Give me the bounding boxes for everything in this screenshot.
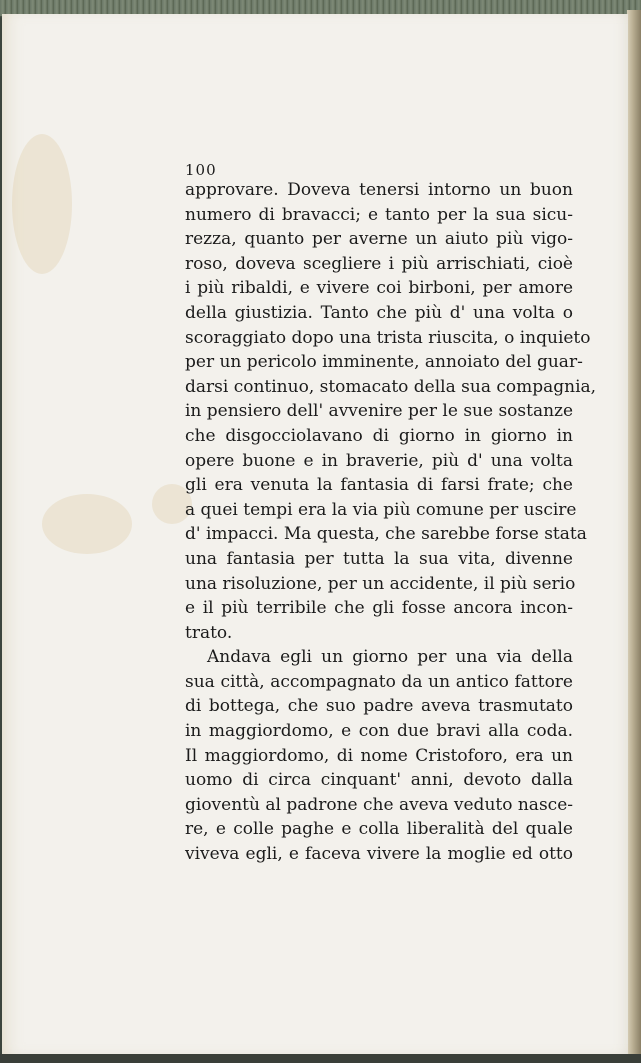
page-text-block: [185, 161, 597, 867]
text-line: in pensiero dell' avvenire per le sue sostanze: [185, 401, 574, 422]
text-line: una risoluzione, per un accidente, il più serio: [185, 573, 576, 594]
text-line: Andava egli un giorno per una via della: [207, 647, 573, 668]
text-line: gli era venuta la fantasia di farsi frate; che: [185, 475, 573, 496]
page-number: 100: [185, 161, 217, 179]
text-line: roso, doveva scegliere i più arrischiati, cioè: [185, 253, 573, 274]
text-line: della giustizia. Tanto che più d' una volta o: [185, 302, 573, 323]
text-line: re, e colle paghe e colla liberalità del quale: [185, 819, 573, 840]
text-line: a quei tempi era la via più comune per uscire: [185, 499, 577, 520]
text-line: che disgocciolavano di giorno in giorno in: [185, 425, 573, 446]
paper-stain: [12, 134, 72, 274]
text-line: approvare. Doveva tenersi intorno un buon: [185, 180, 573, 200]
paper-stain: [42, 494, 132, 554]
page-bottom-edge: [0, 1054, 641, 1063]
text-line: i più ribaldi, e vivere coi birboni, per amore: [185, 278, 573, 299]
text-line: numero di bravacci; e tanto per la sua sicu-: [185, 204, 573, 225]
page-fore-edge: [627, 10, 641, 1063]
text-line: rezza, quanto per averne un aiuto più vigo-: [185, 229, 573, 250]
text-line: per un pericolo imminente, annoiato del guar-: [185, 352, 583, 373]
text-line: una fantasia per tutta la sua vita, divenne: [185, 548, 573, 569]
text-line: gioventù al padrone che aveva veduto nasce-: [185, 794, 573, 815]
text-line: sua città, accompagnato da un antico fattore: [185, 671, 573, 692]
text-line: uomo di circa cinquant' anni, devoto dalla: [185, 770, 573, 791]
text-line: e il più terribile che gli fosse ancora incon-: [185, 598, 573, 619]
text-line: trato.: [185, 622, 233, 643]
text-line: in maggiordomo, e con due bravi alla coda.: [185, 721, 573, 742]
text-line: di bottega, che suo padre aveva trasmutato: [185, 696, 573, 717]
text-line: opere buone e in braverie, più d' una volta: [185, 450, 573, 471]
text-line: scoraggiato dopo una trista riuscita, o inquieto: [185, 327, 591, 348]
text-line: viveva egli, e faceva vivere la moglie ed otto: [185, 844, 573, 865]
text-line: darsi continuo, stomacato della sua compagnia,: [185, 376, 597, 397]
text-line: d' impacci. Ma questa, che sarebbe forse stata: [185, 524, 587, 545]
text-line: Il maggiordomo, di nome Cristoforo, era un: [185, 745, 573, 766]
